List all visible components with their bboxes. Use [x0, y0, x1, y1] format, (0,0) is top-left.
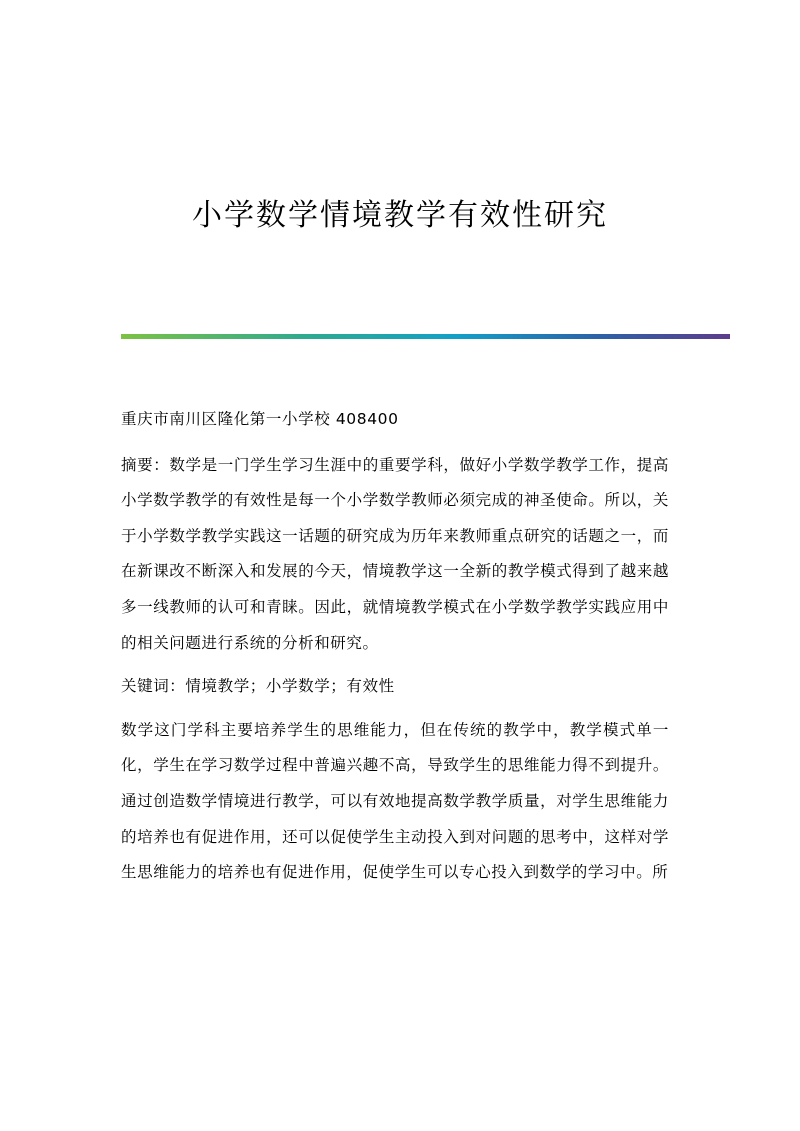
document-body [121, 402, 669, 899]
title-divider [121, 334, 730, 339]
document-title: 小学数学情境教学有效性研究 [192, 198, 608, 233]
abstract-paragraph: 摘要：数学是一门学生学习生涯中的重要学科，做好小学数学教学工作，提高小学数学教学的有效性是每一个小学数学教师必须完成的神圣使命。所以，关于小学数学教学实践这一话题的研究成为历年来教师重点研究的话题之一，而在新课改不断深入和发展的今天，情境教学这一全新的教学模式得到了越来越多一线教师的认可和青睐。因此，就情境教学模式在小学数学教学实践应用中的相关问题进行系统的分析和研究。 [121, 455, 669, 652]
body-paragraph: 数学这门学科主要培养学生的思维能力，但在传统的教学中，教学模式单一化，学生在学习数学过程中普遍兴趣不高，导致学生的思维能力得不到提升。通过创造数学情境进行教学，可以有效地提高数学教学质量，对学生思维能力的培养也有促进作用，还可以促使学生主动投入到对问题的思考中，这样对学生思维能力的培养也有促进作用，促使学生可以专心投入到数学的学习中。所 [121, 720, 669, 882]
keywords-line: 关键词：情境教学；小学数学；有效性 [121, 677, 395, 696]
author-affiliation: 重庆市南川区隆化第一小学校 408400 [121, 410, 399, 428]
